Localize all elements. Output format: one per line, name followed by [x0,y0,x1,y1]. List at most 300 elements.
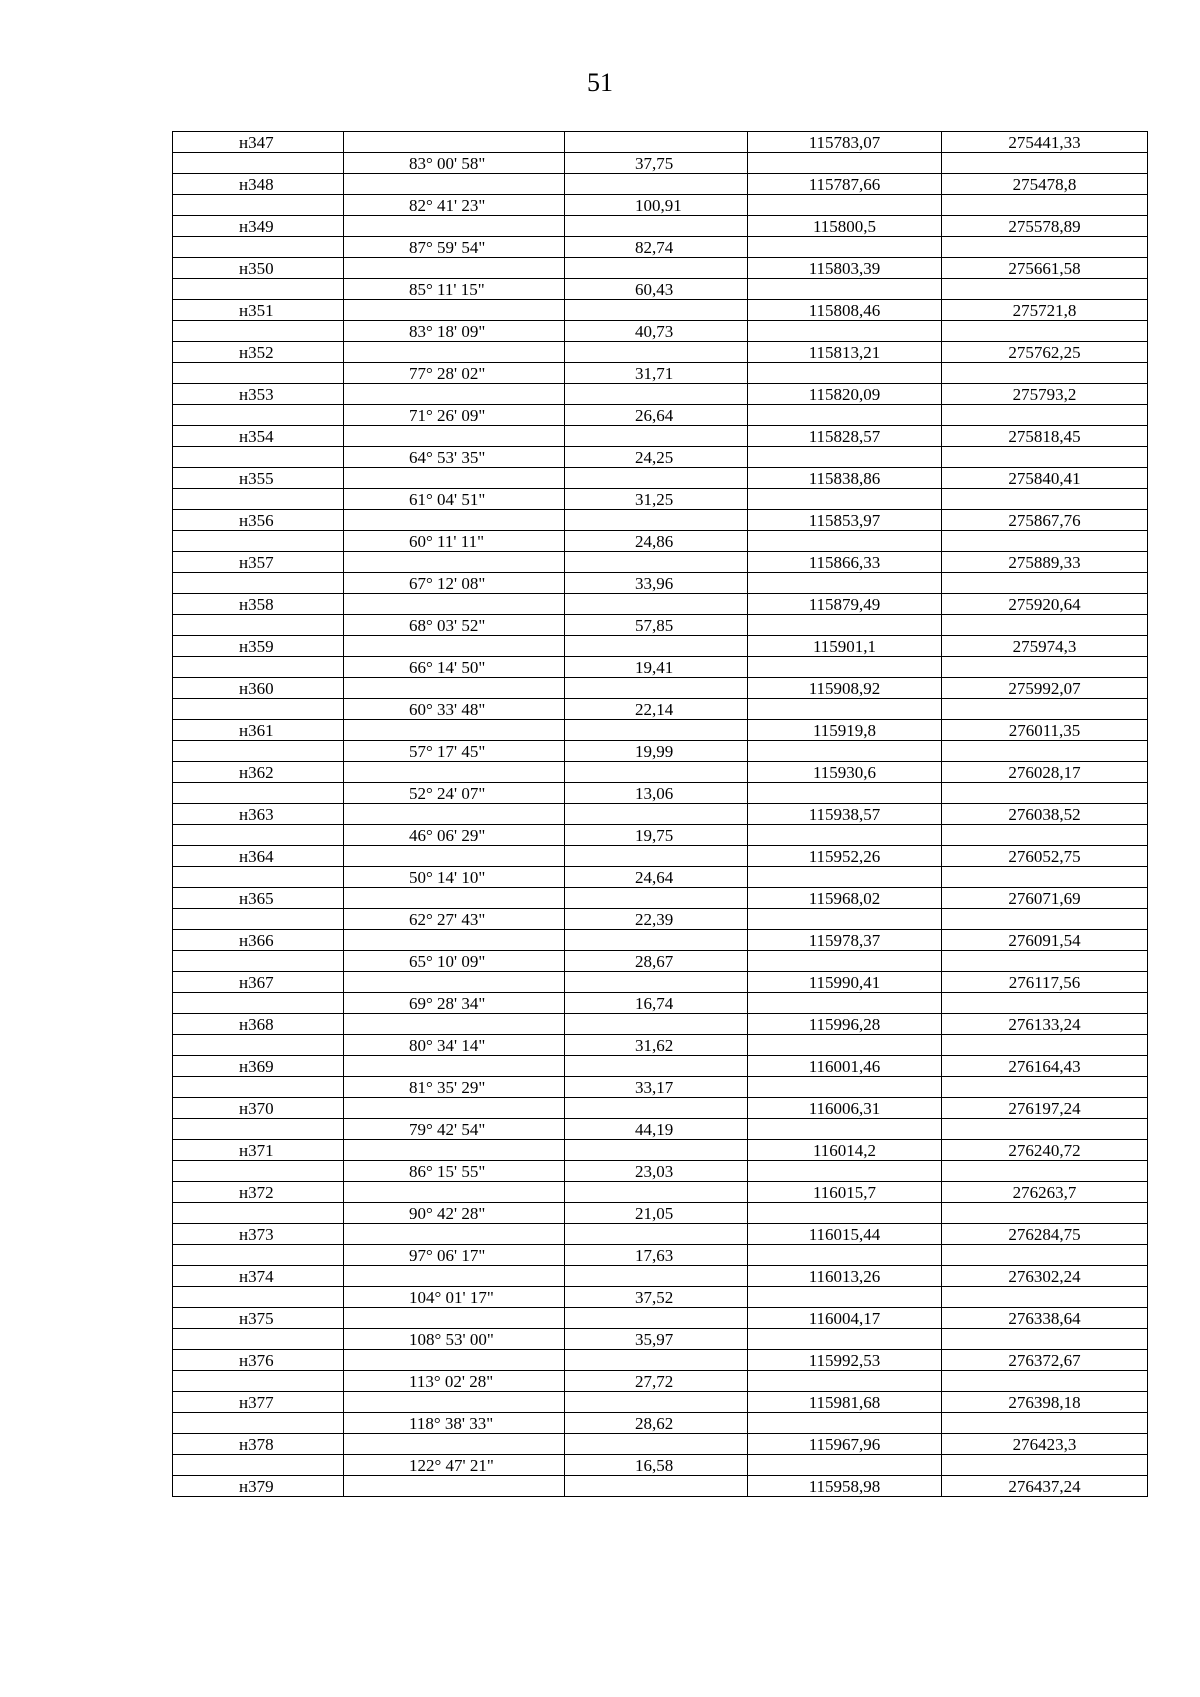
length-cell [565,1182,748,1203]
y-coordinate-cell [942,1245,1148,1266]
length-cell [565,1308,748,1329]
length-cell [565,972,748,993]
point-cell: н369 [173,1056,344,1077]
table-row [173,783,1148,804]
table-row [173,1098,1148,1119]
table-row [173,510,1148,531]
table-row [173,1287,1148,1308]
x-coordinate-cell: 115879,49 [748,594,942,615]
point-cell [173,1287,344,1308]
length-cell [565,762,748,783]
table-row [173,888,1148,909]
angle-cell [344,174,565,195]
length-cell [565,804,748,825]
x-coordinate-cell [748,447,942,468]
length-cell: 37,52 [565,1287,748,1308]
angle-cell: 79° 42' 54" [344,1119,565,1140]
length-cell: 19,75 [565,825,748,846]
y-coordinate-cell [942,825,1148,846]
point-cell [173,783,344,804]
length-cell [565,174,748,195]
angle-cell [344,972,565,993]
y-coordinate-cell [942,1287,1148,1308]
angle-cell: 83° 00' 58" [344,153,565,174]
point-cell: н365 [173,888,344,909]
point-cell: н373 [173,1224,344,1245]
point-cell: н363 [173,804,344,825]
x-coordinate-cell [748,1413,942,1434]
table-row [173,846,1148,867]
y-coordinate-cell [942,531,1148,552]
length-cell: 35,97 [565,1329,748,1350]
table-row [173,867,1148,888]
x-coordinate-cell [748,783,942,804]
angle-cell [344,426,565,447]
y-coordinate-cell [942,1455,1148,1476]
angle-cell [344,552,565,573]
table-row [173,174,1148,195]
point-cell [173,909,344,930]
x-coordinate-cell [748,1077,942,1098]
length-cell: 16,74 [565,993,748,1014]
table-row [173,1035,1148,1056]
length-cell: 44,19 [565,1119,748,1140]
page-number: 51 [587,68,613,97]
x-coordinate-cell: 115952,26 [748,846,942,867]
table-row [173,1350,1148,1371]
table-row [173,678,1148,699]
length-cell: 82,74 [565,237,748,258]
angle-cell [344,258,565,279]
point-cell: н348 [173,174,344,195]
angle-cell: 90° 42' 28" [344,1203,565,1224]
x-coordinate-cell: 115958,98 [748,1476,942,1497]
table-row [173,699,1148,720]
x-coordinate-cell: 115996,28 [748,1014,942,1035]
table-row [173,972,1148,993]
angle-cell [344,1350,565,1371]
y-coordinate-cell [942,1413,1148,1434]
point-cell [173,1245,344,1266]
point-cell: н354 [173,426,344,447]
point-cell: н360 [173,678,344,699]
table-row [173,720,1148,741]
y-coordinate-cell: 276028,17 [942,762,1148,783]
angle-cell: 122° 47' 21" [344,1455,565,1476]
x-coordinate-cell [748,573,942,594]
x-coordinate-cell: 115813,21 [748,342,942,363]
y-coordinate-cell [942,1077,1148,1098]
angle-cell: 66° 14' 50" [344,657,565,678]
table-row [173,615,1148,636]
y-coordinate-cell [942,321,1148,342]
x-coordinate-cell: 115901,1 [748,636,942,657]
point-cell [173,405,344,426]
length-cell: 13,06 [565,783,748,804]
point-cell: н375 [173,1308,344,1329]
x-coordinate-cell: 115828,57 [748,426,942,447]
x-coordinate-cell: 115978,37 [748,930,942,951]
length-cell [565,1434,748,1455]
angle-cell [344,930,565,951]
angle-cell: 108° 53' 00" [344,1329,565,1350]
length-cell: 57,85 [565,615,748,636]
point-cell: н355 [173,468,344,489]
angle-cell [344,1014,565,1035]
length-cell [565,1266,748,1287]
angle-cell: 71° 26' 09" [344,405,565,426]
x-coordinate-cell [748,699,942,720]
y-coordinate-cell: 276284,75 [942,1224,1148,1245]
length-cell: 60,43 [565,279,748,300]
length-cell [565,510,748,531]
x-coordinate-cell [748,1119,942,1140]
point-cell [173,1119,344,1140]
angle-cell [344,510,565,531]
length-cell [565,888,748,909]
point-cell: н378 [173,1434,344,1455]
y-coordinate-cell: 276302,24 [942,1266,1148,1287]
y-coordinate-cell [942,237,1148,258]
table-row [173,1455,1148,1476]
length-cell: 33,17 [565,1077,748,1098]
table-row [173,384,1148,405]
table-row [173,1119,1148,1140]
x-coordinate-cell: 115930,6 [748,762,942,783]
y-coordinate-cell: 276423,3 [942,1434,1148,1455]
table-row [173,153,1148,174]
table-row [173,1308,1148,1329]
angle-cell [344,1098,565,1119]
length-cell: 40,73 [565,321,748,342]
length-cell: 16,58 [565,1455,748,1476]
table-row [173,1203,1148,1224]
point-cell [173,951,344,972]
length-cell: 22,14 [565,699,748,720]
angle-cell: 57° 17' 45" [344,741,565,762]
x-coordinate-cell: 115800,5 [748,216,942,237]
x-coordinate-cell: 115787,66 [748,174,942,195]
x-coordinate-cell [748,993,942,1014]
x-coordinate-cell [748,909,942,930]
table-row [173,195,1148,216]
x-coordinate-cell [748,363,942,384]
angle-cell: 67° 12' 08" [344,573,565,594]
length-cell: 31,25 [565,489,748,510]
point-cell [173,657,344,678]
angle-cell: 118° 38' 33" [344,1413,565,1434]
length-cell [565,1056,748,1077]
y-coordinate-cell [942,1119,1148,1140]
point-cell [173,867,344,888]
table-row [173,1371,1148,1392]
y-coordinate-cell: 276338,64 [942,1308,1148,1329]
angle-cell: 62° 27' 43" [344,909,565,930]
point-cell [173,741,344,762]
table-row [173,363,1148,384]
angle-cell [344,1392,565,1413]
x-coordinate-cell [748,1203,942,1224]
table-row [173,741,1148,762]
length-cell [565,1014,748,1035]
angle-cell: 61° 04' 51" [344,489,565,510]
x-coordinate-cell: 116013,26 [748,1266,942,1287]
y-coordinate-cell [942,741,1148,762]
point-cell [173,153,344,174]
x-coordinate-cell: 116001,46 [748,1056,942,1077]
angle-cell [344,342,565,363]
point-cell: н372 [173,1182,344,1203]
angle-cell [344,1266,565,1287]
point-cell [173,321,344,342]
point-cell [173,1455,344,1476]
angle-cell: 82° 41' 23" [344,195,565,216]
table-row [173,594,1148,615]
length-cell [565,258,748,279]
length-cell [565,300,748,321]
point-cell [173,825,344,846]
table-row [173,489,1148,510]
y-coordinate-cell: 276263,7 [942,1182,1148,1203]
point-cell [173,699,344,720]
angle-cell: 104° 01' 17" [344,1287,565,1308]
angle-cell: 64° 53' 35" [344,447,565,468]
y-coordinate-cell [942,1203,1148,1224]
length-cell [565,636,748,657]
angle-cell [344,468,565,489]
point-cell [173,1413,344,1434]
table-row [173,1161,1148,1182]
angle-cell: 86° 15' 55" [344,1161,565,1182]
point-cell [173,1077,344,1098]
table-row [173,552,1148,573]
y-coordinate-cell [942,657,1148,678]
point-cell [173,1371,344,1392]
y-coordinate-cell: 276052,75 [942,846,1148,867]
table-row [173,1014,1148,1035]
table-row [173,1182,1148,1203]
y-coordinate-cell: 276091,54 [942,930,1148,951]
table-row [173,447,1148,468]
table-row [173,657,1148,678]
x-coordinate-cell [748,1371,942,1392]
angle-cell [344,1182,565,1203]
x-coordinate-cell [748,153,942,174]
point-cell [173,993,344,1014]
length-cell: 28,62 [565,1413,748,1434]
length-cell [565,1392,748,1413]
y-coordinate-cell: 275793,2 [942,384,1148,405]
y-coordinate-cell: 275762,25 [942,342,1148,363]
table-row [173,426,1148,447]
table-row [173,1077,1148,1098]
angle-cell: 60° 11' 11" [344,531,565,552]
x-coordinate-cell: 116015,7 [748,1182,942,1203]
table-row [173,909,1148,930]
y-coordinate-cell [942,615,1148,636]
angle-cell: 46° 06' 29" [344,825,565,846]
table-row [173,468,1148,489]
y-coordinate-cell: 275889,33 [942,552,1148,573]
angle-cell: 113° 02' 28" [344,1371,565,1392]
point-cell: н351 [173,300,344,321]
point-cell [173,1329,344,1350]
table-row [173,531,1148,552]
y-coordinate-cell: 275721,8 [942,300,1148,321]
angle-cell [344,300,565,321]
x-coordinate-cell [748,321,942,342]
y-coordinate-cell [942,1329,1148,1350]
table-row [173,636,1148,657]
x-coordinate-cell: 115968,02 [748,888,942,909]
point-cell [173,279,344,300]
y-coordinate-cell: 276133,24 [942,1014,1148,1035]
x-coordinate-cell [748,1245,942,1266]
point-cell [173,531,344,552]
y-coordinate-cell: 276197,24 [942,1098,1148,1119]
x-coordinate-cell [748,1455,942,1476]
table-row [173,1476,1148,1497]
table-row [173,1329,1148,1350]
length-cell [565,384,748,405]
point-cell: н370 [173,1098,344,1119]
angle-cell [344,762,565,783]
table-row [173,300,1148,321]
point-cell: н376 [173,1350,344,1371]
x-coordinate-cell [748,741,942,762]
x-coordinate-cell [748,1329,942,1350]
point-cell [173,237,344,258]
y-coordinate-cell [942,279,1148,300]
table-row [173,1392,1148,1413]
y-coordinate-cell: 276437,24 [942,1476,1148,1497]
point-cell: н361 [173,720,344,741]
angle-cell: 60° 33' 48" [344,699,565,720]
length-cell [565,342,748,363]
y-coordinate-cell [942,951,1148,972]
y-coordinate-cell: 276240,72 [942,1140,1148,1161]
point-cell: н366 [173,930,344,951]
table-row [173,279,1148,300]
y-coordinate-cell [942,909,1148,930]
table-row [173,825,1148,846]
x-coordinate-cell: 115866,33 [748,552,942,573]
length-cell: 24,25 [565,447,748,468]
angle-cell: 97° 06' 17" [344,1245,565,1266]
x-coordinate-cell [748,615,942,636]
point-cell: н349 [173,216,344,237]
angle-cell [344,1224,565,1245]
y-coordinate-cell: 275840,41 [942,468,1148,489]
length-cell [565,552,748,573]
y-coordinate-cell [942,489,1148,510]
y-coordinate-cell: 275818,45 [942,426,1148,447]
length-cell [565,1476,748,1497]
point-cell [173,1161,344,1182]
table-row [173,342,1148,363]
length-cell: 21,05 [565,1203,748,1224]
length-cell [565,132,748,153]
length-cell: 33,96 [565,573,748,594]
x-coordinate-cell: 115938,57 [748,804,942,825]
x-coordinate-cell: 115853,97 [748,510,942,531]
length-cell [565,678,748,699]
x-coordinate-cell [748,657,942,678]
length-cell [565,930,748,951]
point-cell: н356 [173,510,344,531]
table-row [173,321,1148,342]
y-coordinate-cell [942,573,1148,594]
angle-cell [344,678,565,699]
x-coordinate-cell: 115838,86 [748,468,942,489]
angle-cell [344,720,565,741]
length-cell [565,1224,748,1245]
point-cell: н353 [173,384,344,405]
point-cell [173,1035,344,1056]
point-cell: н352 [173,342,344,363]
angle-cell: 52° 24' 07" [344,783,565,804]
length-cell: 23,03 [565,1161,748,1182]
table-row [173,1140,1148,1161]
y-coordinate-cell: 276071,69 [942,888,1148,909]
x-coordinate-cell: 116015,44 [748,1224,942,1245]
x-coordinate-cell: 115808,46 [748,300,942,321]
length-cell: 22,39 [565,909,748,930]
length-cell: 24,86 [565,531,748,552]
table-row [173,1434,1148,1455]
length-cell: 26,64 [565,405,748,426]
x-coordinate-cell: 115992,53 [748,1350,942,1371]
angle-cell: 69° 28' 34" [344,993,565,1014]
point-cell: н364 [173,846,344,867]
angle-cell: 83° 18' 09" [344,321,565,342]
angle-cell: 85° 11' 15" [344,279,565,300]
point-cell [173,363,344,384]
point-cell: н374 [173,1266,344,1287]
y-coordinate-cell [942,153,1148,174]
angle-cell: 81° 35' 29" [344,1077,565,1098]
table-row [173,762,1148,783]
point-cell: н359 [173,636,344,657]
length-cell: 31,62 [565,1035,748,1056]
coordinates-table-body [173,132,1148,1497]
y-coordinate-cell [942,993,1148,1014]
table-row [173,132,1148,153]
length-cell [565,426,748,447]
angle-cell: 68° 03' 52" [344,615,565,636]
table-row [173,1056,1148,1077]
angle-cell [344,216,565,237]
length-cell: 19,99 [565,741,748,762]
point-cell [173,447,344,468]
x-coordinate-cell [748,951,942,972]
y-coordinate-cell [942,783,1148,804]
point-cell [173,573,344,594]
angle-cell: 65° 10' 09" [344,951,565,972]
y-coordinate-cell [942,447,1148,468]
x-coordinate-cell: 115908,92 [748,678,942,699]
x-coordinate-cell [748,1035,942,1056]
angle-cell [344,636,565,657]
angle-cell [344,846,565,867]
x-coordinate-cell: 115967,96 [748,1434,942,1455]
x-coordinate-cell: 115919,8 [748,720,942,741]
y-coordinate-cell: 275478,8 [942,174,1148,195]
x-coordinate-cell [748,531,942,552]
length-cell: 24,64 [565,867,748,888]
point-cell: н362 [173,762,344,783]
table-row [173,1245,1148,1266]
